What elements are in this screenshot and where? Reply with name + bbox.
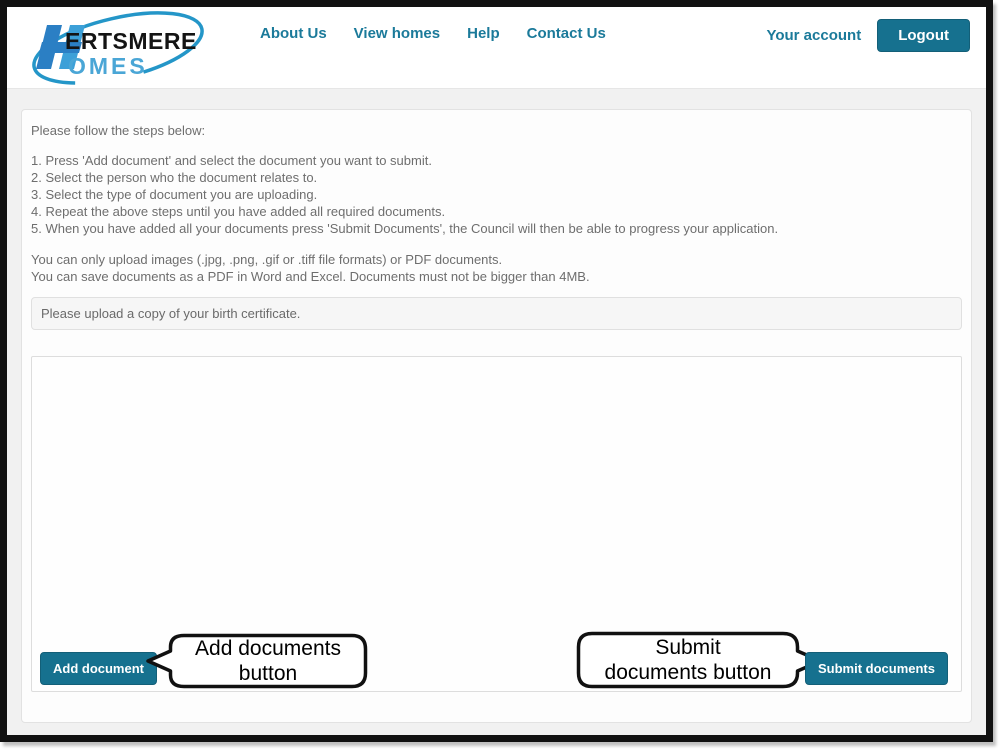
logo-word-bottom: OMES [68, 53, 148, 79]
add-document-button[interactable]: Add document [40, 652, 157, 685]
required-document-message: Please upload a copy of your birth certificate. [31, 297, 962, 330]
logo-word-top: ERTSMERE [65, 28, 197, 54]
site-header [7, 7, 986, 89]
nav-view-homes[interactable]: View homes [353, 25, 441, 42]
submit-documents-button[interactable]: Submit documents [805, 652, 948, 685]
nav-contact-us[interactable]: Contact Us [526, 25, 606, 42]
step-2: 2. Select the person who the document relates to. [31, 170, 318, 185]
instructions-intro: Please follow the steps below: [31, 123, 206, 138]
upload-notes [31, 251, 962, 285]
nav-about-us[interactable]: About Us [260, 25, 327, 42]
step-3: 3. Select the type of document you are uploading. [31, 187, 318, 202]
your-account-link[interactable]: Your account [766, 26, 862, 44]
instructions-steps [31, 152, 962, 237]
header-account-area [766, 17, 970, 53]
add-callout-label: Add documents button [195, 637, 341, 685]
nav-help[interactable]: Help [467, 25, 500, 42]
document-list-area [31, 356, 962, 692]
upload-documents-panel [21, 109, 972, 723]
note-formats: You can only upload images (.jpg, .png, .gif or .tiff file formats) or PDF documents. [31, 252, 503, 267]
main-nav [260, 25, 606, 42]
step-1: 1. Press 'Add document' and select the document you want to submit. [31, 153, 432, 168]
note-size: You can save documents as a PDF in Word and Excel. Documents must not be bigger than 4MB. [31, 269, 590, 284]
submit-callout-label: Submit documents button [604, 636, 772, 684]
step-4: 4. Repeat the above steps until you have added all required documents. [31, 204, 446, 219]
step-5: 5. When you have added all your documents press 'Submit Documents', the Council will then be able to progress your application. [31, 221, 779, 236]
page-background [7, 90, 986, 735]
submit-documents-callout [576, 631, 823, 689]
hertsmere-homes-logo [21, 9, 211, 89]
logout-button[interactable]: Logout [877, 19, 970, 52]
add-documents-callout [146, 633, 368, 689]
